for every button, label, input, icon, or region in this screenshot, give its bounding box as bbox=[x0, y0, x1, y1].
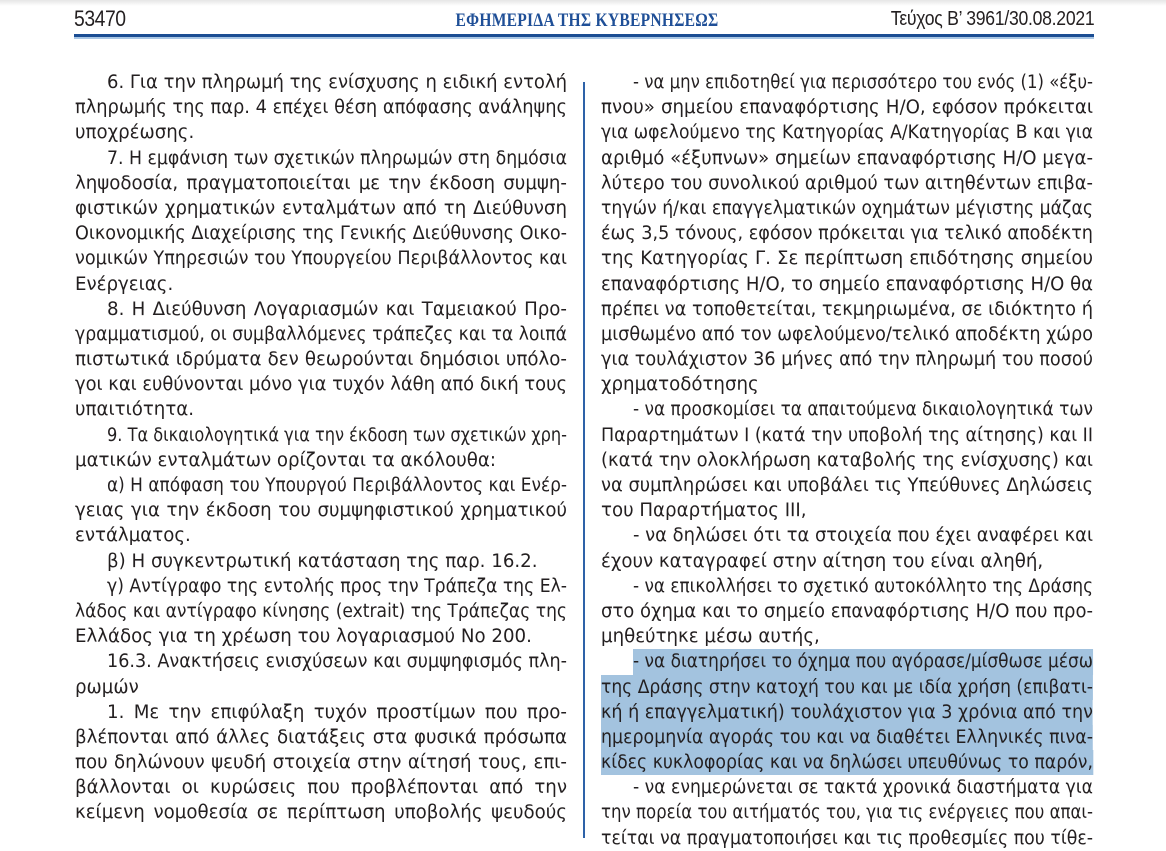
text-line bbox=[75, 196, 567, 221]
line-text: (κατά την ολοκλήρωση καταβολής της ενίσχυσης) και bbox=[601, 449, 1093, 471]
issue-reference: Τεύχος Β’ 3961/30.08.2021 bbox=[890, 8, 1094, 30]
text-line bbox=[601, 372, 1093, 397]
text-line bbox=[601, 397, 1093, 422]
text-line bbox=[601, 473, 1093, 498]
line-text: πρέπει να τοποθετείται, τεκμηριωμένα, σε ιδιόκτητο ή bbox=[601, 298, 1093, 320]
text-line bbox=[75, 725, 567, 750]
text-line bbox=[601, 171, 1093, 196]
text-line bbox=[601, 624, 1093, 649]
line-text: νομικών Υπηρεσιών του Υπουργείου Περιβάλλοντος και bbox=[75, 248, 567, 270]
gazette-title: ΕΦΗΜΕΡΙΔΑ ΤΗΣ ΚΥΒΕΡΝΗΣΕΩΣ bbox=[455, 10, 719, 31]
page-header bbox=[74, 4, 1094, 34]
text-line bbox=[75, 322, 567, 347]
line-text: υποχρέωσης. bbox=[75, 122, 195, 144]
column-divider bbox=[583, 82, 585, 838]
text-line bbox=[601, 725, 1093, 750]
line-text: 6. Για την πληρωμή της ενίσχυσης η ειδική εντολή bbox=[107, 72, 567, 93]
text-line bbox=[601, 700, 1093, 725]
line-text: μηθεύτηκε μέσω αυτής, bbox=[601, 626, 820, 648]
line-text: 7. Η εμφάνιση των σχετικών πληρωμών στη δημόσια bbox=[107, 147, 567, 169]
line-text: ματικών ενταλμάτων ορίζονται τα ακόλουθα: bbox=[75, 449, 497, 471]
line-text: - να επικολλήσει το σχετικό αυτοκόλλητο της Δράσης bbox=[633, 575, 1093, 597]
line-text: πιστωτικά ιδρύματα δεν θεωρούνται δημόσιοι υπόλο- bbox=[75, 349, 567, 371]
text-line bbox=[75, 498, 567, 523]
text-line bbox=[75, 146, 567, 171]
line-text: 16.3. Ανακτήσεις ενισχύσεων και συμψηφισμός πλη- bbox=[107, 651, 567, 673]
text-line bbox=[75, 372, 567, 397]
line-text: βάλλονται οι κυρώσεις που προβλέπονται από την bbox=[75, 777, 567, 799]
text-line bbox=[75, 70, 567, 95]
line-text: πληρωμής της παρ. 4 επέχει θέση απόφασης ανάληψης bbox=[75, 97, 567, 119]
line-text: εντάλματος. bbox=[75, 525, 191, 547]
line-text: - να δηλώσει ότι τα στοιχεία που έχει αναφέρει και bbox=[633, 525, 1093, 547]
text-line bbox=[75, 246, 567, 271]
line-text: ληψοδοσία, πραγματοποιείται με την έκδοση συμψη- bbox=[75, 172, 567, 194]
line-text: λάδος και αντίγραφο κίνησης (extrait) της Τράπεζας της bbox=[75, 600, 567, 622]
line-text: τηγών ή/και επαγγελματικών οχημάτων μέγιστης μάζας bbox=[601, 197, 1093, 219]
line-text: 8. Η Διεύθυνση Λογαριασμών και Ταμειακού Προ- bbox=[107, 298, 567, 320]
text-line bbox=[601, 347, 1093, 372]
text-line bbox=[75, 574, 567, 599]
line-text: να συμπληρώσει και υποβάλει τις Υπεύθυνες Δηλώσεις bbox=[601, 475, 1093, 496]
line-text: λύτερο του συνολικού αριθμού των αιτηθέντων επιβα- bbox=[601, 172, 1093, 194]
line-text: για τουλάχιστον 36 μήνες από την πληρωμή του ποσού bbox=[601, 349, 1093, 371]
text-line bbox=[601, 800, 1093, 825]
line-text: στο όχημα και το σημείο επαναφόρτισης Η/Ο που προ- bbox=[601, 600, 1093, 622]
text-line bbox=[75, 120, 567, 145]
text-line bbox=[75, 800, 567, 825]
text-line bbox=[75, 750, 567, 775]
line-text: επαναφόρτισης Η/Ο, το σημείο επαναφόρτισης Η/Ο θα bbox=[601, 273, 1093, 295]
line-text: που δηλώνουν ψευδή στοιχεία στην αίτησή τους, επι- bbox=[75, 752, 567, 774]
text-line bbox=[75, 624, 567, 649]
text-line bbox=[601, 498, 1093, 523]
line-text: βλέπονται από άλλες διατάξεις στα φυσικά πρόσωπα bbox=[75, 726, 567, 748]
line-text: έχουν καταγραφεί στην αίτηση του είναι αληθή, bbox=[601, 550, 1044, 572]
line-text: φιστικών χρηματικών ενταλμάτων από τη Διεύθυνση bbox=[75, 197, 567, 219]
text-line bbox=[75, 700, 567, 725]
line-text: Οικονομικής Διαχείρισης της Γενικής Διεύθυνσης Οικο- bbox=[75, 223, 567, 245]
text-line bbox=[75, 221, 567, 246]
line-text: γραμματισμού, οι συμβαλλόμενες τράπεζες και τα λοιπά bbox=[75, 323, 567, 345]
text-line bbox=[601, 448, 1093, 473]
text-line bbox=[601, 196, 1093, 221]
text-line bbox=[75, 675, 567, 700]
text-line bbox=[601, 272, 1093, 297]
line-text: της Κατηγορίας Γ. Σε περίπτωση επιδότησης σημείου bbox=[601, 248, 1093, 270]
text-line bbox=[75, 347, 567, 372]
line-text: 9. Τα δικαιολογητικά για την έκδοση των σχετικών χρη- bbox=[107, 424, 567, 446]
text-line bbox=[75, 397, 567, 422]
line-text: γοι και ευθύνονται μόνο για τυχόν λάθη από δική τους bbox=[75, 374, 567, 396]
line-text: για ωφελούμενο της Κατηγορίας Α/Κατηγορίας Β και για bbox=[601, 122, 1093, 144]
text-line bbox=[601, 246, 1093, 271]
text-line bbox=[601, 599, 1093, 624]
highlighted-text[interactable]: κή ή επαγγελματική) τουλάχιστον για 3 χρόνια από την bbox=[601, 700, 1093, 725]
text-line bbox=[75, 448, 567, 473]
text-line bbox=[601, 750, 1093, 775]
text-line bbox=[601, 523, 1093, 548]
right-column bbox=[601, 70, 1093, 851]
text-line bbox=[75, 272, 567, 297]
text-line bbox=[601, 826, 1093, 851]
text-line bbox=[75, 95, 567, 120]
text-line bbox=[75, 549, 567, 574]
text-line bbox=[75, 473, 567, 498]
text-line bbox=[75, 423, 567, 448]
text-line bbox=[75, 297, 567, 322]
line-text: κείμενη νομοθεσία σε περίπτωση υποβολής ψευδούς bbox=[75, 802, 567, 824]
text-line bbox=[601, 120, 1093, 145]
text-line bbox=[601, 322, 1093, 347]
line-text: 1. Με την επιφύλαξη τυχόν προστίμων που προ- bbox=[107, 701, 567, 723]
line-text: γ) Αντίγραφο της εντολής προς την Τράπεζα της Ελ- bbox=[107, 575, 567, 597]
line-text: Παραρτημάτων Ι (κατά την υποβολή της αίτησης) και ΙΙ bbox=[601, 424, 1093, 446]
line-text: α) Η απόφαση του Υπουργού Περιβάλλοντος και Ενέρ- bbox=[107, 475, 567, 496]
text-line bbox=[75, 599, 567, 624]
line-text: υπαιτιότητα. bbox=[75, 399, 195, 421]
line-text: ρωμών bbox=[75, 676, 139, 698]
page-number: 53470 bbox=[74, 6, 126, 31]
left-column bbox=[75, 70, 567, 826]
text-line bbox=[601, 775, 1093, 800]
line-text: του Παραρτήματος ΙΙΙ, bbox=[601, 500, 807, 522]
line-text: αριθμό «έξυπνων» σημείων επαναφόρτισης Η/Ο μεγα- bbox=[601, 147, 1093, 169]
line-text: την πορεία του αιτήματός του, για τις ενέργειες που απαι- bbox=[601, 802, 1093, 824]
line-text: Ενέργειας. bbox=[75, 273, 174, 295]
text-line bbox=[601, 70, 1093, 95]
line-text: χρηματοδότησης bbox=[601, 374, 759, 396]
highlighted-text[interactable]: κίδες κυκλοφορίας και να δηλώσει υπευθύνως το παρόν, bbox=[601, 750, 1093, 775]
text-line bbox=[75, 775, 567, 800]
line-text: - να ενημερώνεται σε τακτά χρονικά διαστήματα για bbox=[633, 777, 1093, 799]
text-line bbox=[601, 574, 1093, 599]
header-rule-light bbox=[74, 37, 1094, 39]
text-line bbox=[601, 549, 1093, 574]
text-line bbox=[75, 171, 567, 196]
text-line bbox=[601, 423, 1093, 448]
text-line bbox=[601, 649, 1093, 674]
text-line bbox=[601, 146, 1093, 171]
text-line bbox=[601, 221, 1093, 246]
text-line bbox=[601, 675, 1093, 700]
line-text: - να μην επιδοτηθεί για περισσότερο του ενός (1) «έξυ- bbox=[633, 72, 1093, 93]
highlighted-text[interactable]: - να διατηρήσει το όχημα που αγόρασε/μίσθωσε μέσω bbox=[633, 649, 1093, 674]
text-line bbox=[601, 95, 1093, 120]
line-text: πνου» σημείου επαναφόρτισης Η/Ο, εφόσον πρόκειται bbox=[601, 97, 1093, 119]
line-text: - να προσκομίσει τα απαιτούμενα δικαιολογητικά των bbox=[633, 399, 1093, 421]
line-text: Ελλάδος για τη χρέωση του λογαριασμού Νο 200. bbox=[75, 626, 532, 648]
text-line bbox=[75, 649, 567, 674]
highlighted-text[interactable]: της Δράσης στην κατοχή του και με ιδία χρήση (επιβατι- bbox=[601, 675, 1093, 700]
line-text: έως 3,5 τόνους, εφόσον πρόκειται για τελικό αποδέκτη bbox=[601, 223, 1093, 245]
text-line bbox=[601, 297, 1093, 322]
line-text: μισθωμένο από τον ωφελούμενο/τελικό αποδέκτη χώρο bbox=[601, 323, 1093, 345]
line-text: β) Η συγκεντρωτική κατάσταση της παρ. 16.2. bbox=[107, 550, 538, 572]
text-line bbox=[75, 523, 567, 548]
line-text: τείται να πραγματοποιήσει και τις προθεσμίες που τίθε- bbox=[601, 827, 1093, 849]
line-text: γειας για την έκδοση του συμψηφιστικού χρηματικού bbox=[75, 500, 567, 522]
highlighted-text[interactable]: ημερομηνία αγοράς του και να διαθέτει Ελληνικές πινα- bbox=[601, 725, 1093, 750]
